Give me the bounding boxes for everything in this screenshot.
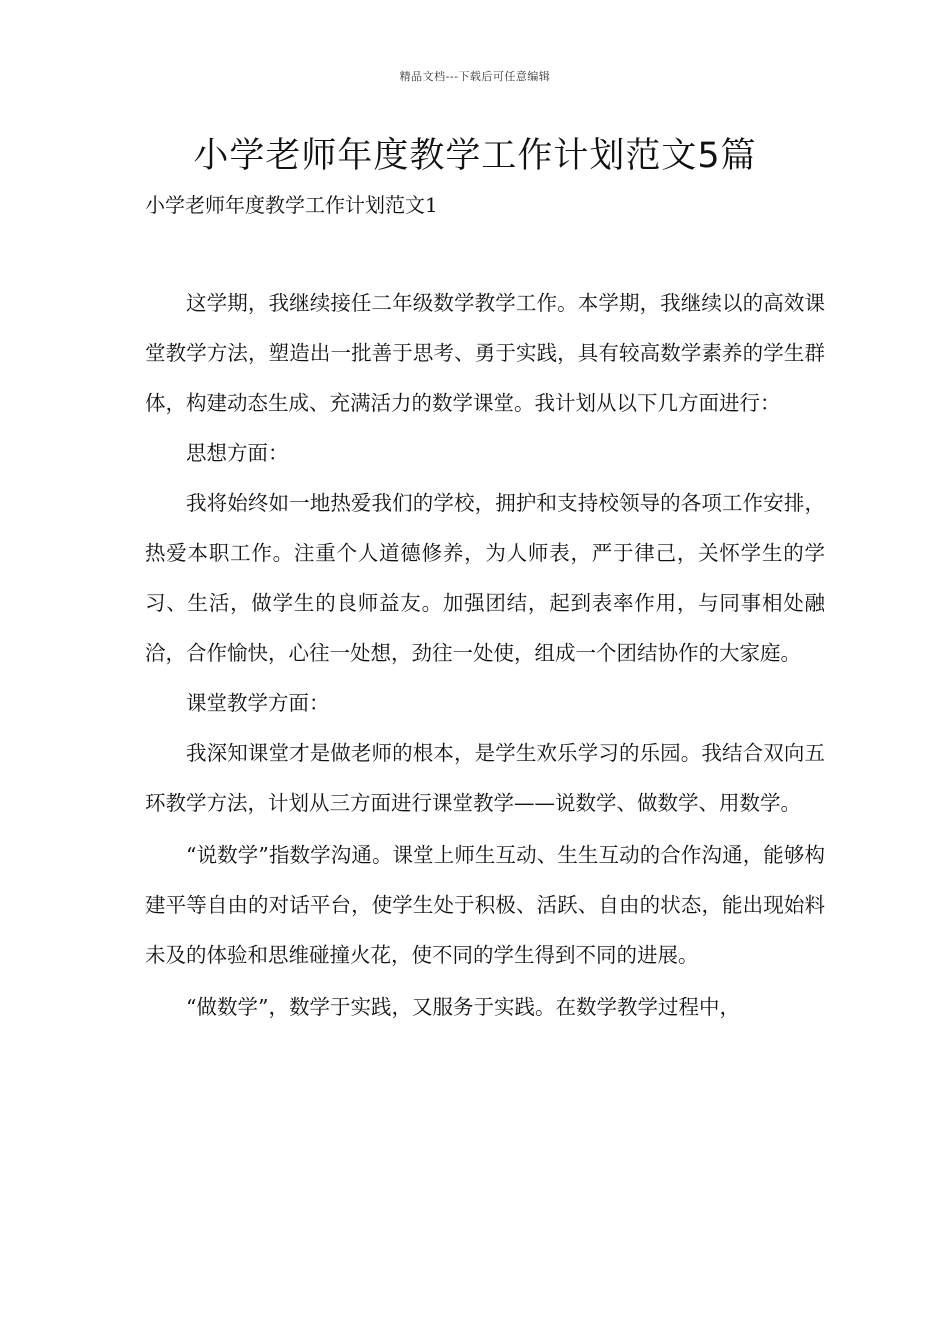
paragraph-do-math: “做数学”，数学于实践，又服务于实践。在数学教学过程中， xyxy=(186,995,740,1019)
heading-thought: 思想方面： xyxy=(186,441,289,465)
document-body xyxy=(145,278,825,1032)
paragraph-intro: 这学期，我继续接任二年级数学教学工作。本学期，我继续以的高效课堂教学方法，塑造出一批善于思考、勇于实践，具有较高数学素养的学生群体，构建动态生成、充满活力的数学课堂。我计划从以下几方面进行： xyxy=(145,291,825,415)
header-note: 精品文档---下载后可任意编辑 xyxy=(399,70,551,83)
paragraph-classroom: 我深知课堂才是做老师的根本，是学生欢乐学习的乐园。我结合双向五环教学方法，计划从三方面进行课堂教学——说数学、做数学、用数学。 xyxy=(145,741,825,815)
heading-classroom: 课堂教学方面： xyxy=(186,691,330,715)
paragraph-thought: 我将始终如一地热爱我们的学校，拥护和支持校领导的各项工作安排，热爱本职工作。注重个人道德修养，为人师表，严于律己，关怀学生的学习、生活，做学生的良师益友。加强团结，起到表率作用，与同事相处融洽，合作愉快，心往一处想，劲往一处使，组成一个团结协作的大家庭。 xyxy=(145,491,825,665)
paragraph-speak-math: “说数学”指数学沟通。课堂上师生互动、生生互动的合作沟通，能够构建平等自由的对话平台，使学生处于积极、活跃、自由的状态，能出现始料未及的体验和思维碰撞火花，使不同的学生得到不同的进展。 xyxy=(145,843,825,967)
page-title: 小学老师年度教学工作计划范文5篇 xyxy=(193,136,757,176)
section-subtitle: 小学老师年度教学工作计划范文1 xyxy=(145,193,438,217)
